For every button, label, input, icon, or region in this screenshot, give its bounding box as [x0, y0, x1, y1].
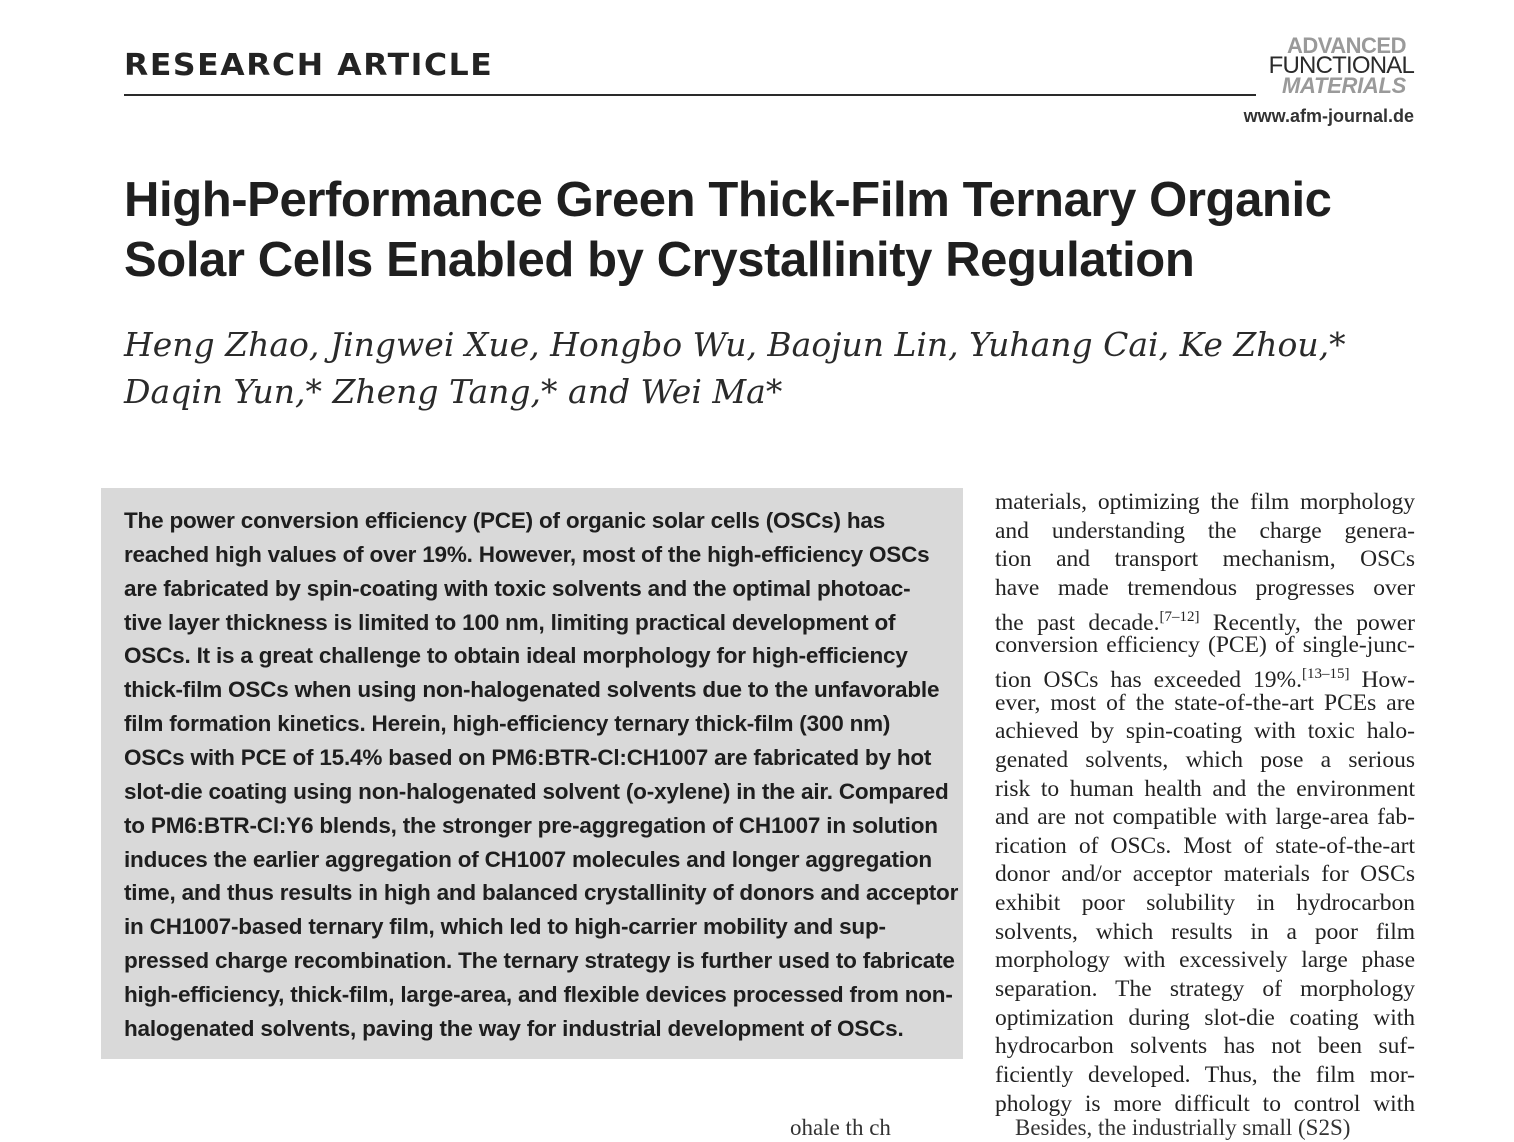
- body-text-segment: achieved by spin-coating with toxic halo-: [995, 718, 1415, 745]
- body-text-line: [995, 1061, 1415, 1090]
- journal-logo: [1258, 33, 1414, 98]
- abstract-line: in CH1007-based ternary film, which led to high-carrier mobility and sup-: [124, 914, 886, 940]
- citation-reference[interactable]: [13–15]: [1301, 665, 1350, 682]
- body-text-segment: morphology with excessively large phase: [995, 947, 1415, 974]
- body-text-line: [995, 488, 1415, 517]
- body-text-line: [995, 1004, 1415, 1033]
- journal-url[interactable]: www.afm-journal.de: [1243, 106, 1414, 126]
- body-text-line: [995, 603, 1415, 636]
- body-text-line: [995, 717, 1415, 746]
- body-text-line: [995, 918, 1415, 947]
- body-text-segment: conversion efficiency (PCE) of single-junc-: [995, 632, 1415, 659]
- body-partial-line-left: ohale th ch: [790, 1115, 891, 1140]
- abstract-line: pressed charge recombination. The ternary strategy is further used to fabricate: [124, 948, 955, 974]
- body-text-segment: hydrocarbon solvents has not been suf-: [995, 1033, 1415, 1060]
- journal-logo-line-1: ADVANCED: [1286, 33, 1406, 58]
- body-text-segment: optimization during slot-die coating with: [995, 1004, 1415, 1031]
- abstract-line: film formation kinetics. Herein, high-efficiency ternary thick-film (300 nm): [124, 711, 891, 737]
- abstract-line: induces the earlier aggregation of CH1007 molecules and longer aggregation: [124, 846, 932, 872]
- abstract-line: high-efficiency, thick-film, large-area, and flexible devices processed from non-: [124, 981, 953, 1007]
- body-text-segment: genated solvents, which pose a serious: [995, 746, 1415, 773]
- body-text-segment: solvents, which results in a poor film: [995, 918, 1415, 945]
- body-text-segment: and are not compatible with large-area fab-: [995, 804, 1415, 831]
- body-text-line: [995, 545, 1415, 574]
- body-text-segment: have made tremendous progresses over: [995, 574, 1415, 601]
- abstract-line: OSCs with PCE of 15.4% based on PM6:BTR-Cl:CH1007 are fabricated by hot: [124, 744, 932, 770]
- abstract-line: OSCs. It is a great challenge to obtain ideal morphology for high-efficiency: [124, 643, 908, 669]
- body-text-segment: tion and transport mechanism, OSCs: [995, 546, 1415, 573]
- abstract-line: to PM6:BTR-Cl:Y6 blends, the stronger pre-aggregation of CH1007 in solution: [124, 812, 938, 838]
- body-text-segment: Recently, the power: [1199, 609, 1415, 636]
- body-text-line: [995, 889, 1415, 918]
- body-partial-line-right: Besides, the industrially small (S2S): [1015, 1115, 1351, 1140]
- abstract-line: tive layer thickness is limited to 100 nm, limiting practical development of: [124, 609, 896, 635]
- body-text-segment: tion OSCs has exceeded 19%.: [995, 666, 1302, 693]
- body-text-segment: risk to human health and the environment: [995, 775, 1415, 802]
- header-rule: [124, 94, 1256, 96]
- body-text-segment: rication of OSCs. Most of state-of-the-art: [995, 832, 1415, 859]
- body-text-line: [995, 946, 1415, 975]
- abstract-line: time, and thus results in high and balanced crystallinity of donors and acceptor: [124, 880, 959, 906]
- body-text-line: [995, 832, 1415, 861]
- body-text-line: [995, 803, 1415, 832]
- body-text-line: [995, 660, 1415, 693]
- section-label: RESEARCH ARTICLE: [124, 48, 494, 83]
- journal-logo-line-2: FUNCTIONAL: [1268, 52, 1414, 79]
- body-text-segment: separation. The strategy of morphology: [995, 976, 1415, 1003]
- body-text-segment: ficiently developed. Thus, the film mor-: [995, 1062, 1415, 1088]
- body-text-line: [995, 746, 1415, 775]
- abstract-line: thick-film OSCs when using non-halogenated solvents due to the unfavorable: [124, 677, 940, 703]
- abstract-line: are fabricated by spin-coating with toxic solvents and the optimal photoac-: [124, 575, 911, 601]
- body-text-line: [995, 517, 1415, 546]
- body-text-line: [995, 631, 1415, 660]
- body-text-segment: phology is more difficult to control with: [995, 1090, 1415, 1117]
- abstract-line: reached high values of over 19%. However, most of the high-efficiency OSCs: [124, 541, 930, 567]
- body-text-line: [995, 689, 1415, 718]
- abstract-line: slot-die coating using non-halogenated solvent (o-xylene) in the air. Compared: [124, 778, 949, 804]
- body-text-line: [995, 1032, 1415, 1061]
- body-text-segment: ever, most of the state-of-the-art PCEs are: [995, 689, 1415, 716]
- body-text-line: [995, 975, 1415, 1004]
- body-text-line: [995, 574, 1415, 603]
- body-text-segment: How-: [1349, 666, 1415, 693]
- body-text-segment: the past decade.: [995, 609, 1160, 636]
- body-text-line: [995, 860, 1415, 889]
- abstract-line: halogenated solvents, paving the way for industrial development of OSCs.: [124, 1015, 904, 1041]
- citation-reference[interactable]: [7–12]: [1159, 608, 1200, 625]
- body-text-segment: exhibit poor solubility in hydrocarbon: [995, 890, 1415, 917]
- body-text-segment: materials, optimizing the film morphology: [995, 489, 1415, 515]
- body-text-segment: donor and/or acceptor materials for OSCs: [995, 861, 1415, 888]
- author-list: Heng Zhao, Jingwei Xue, Hongbo Wu, Baojun Lin, Yuhang Cai, Ke Zhou,* Daqin Yun,* Zheng Tang,* and Wei Ma*: [124, 325, 1346, 411]
- journal-logo-line-3: MATERIALS: [1282, 73, 1406, 98]
- abstract-line: The power conversion efficiency (PCE) of organic solar cells (OSCs) has: [124, 508, 886, 533]
- article-title: High-Performance Green Thick-Film Ternary Organic Solar Cells Enabled by Crystallinity Regulation: [124, 173, 1332, 287]
- body-text-line: [995, 775, 1415, 804]
- body-text-segment: and understanding the charge genera-: [995, 517, 1415, 544]
